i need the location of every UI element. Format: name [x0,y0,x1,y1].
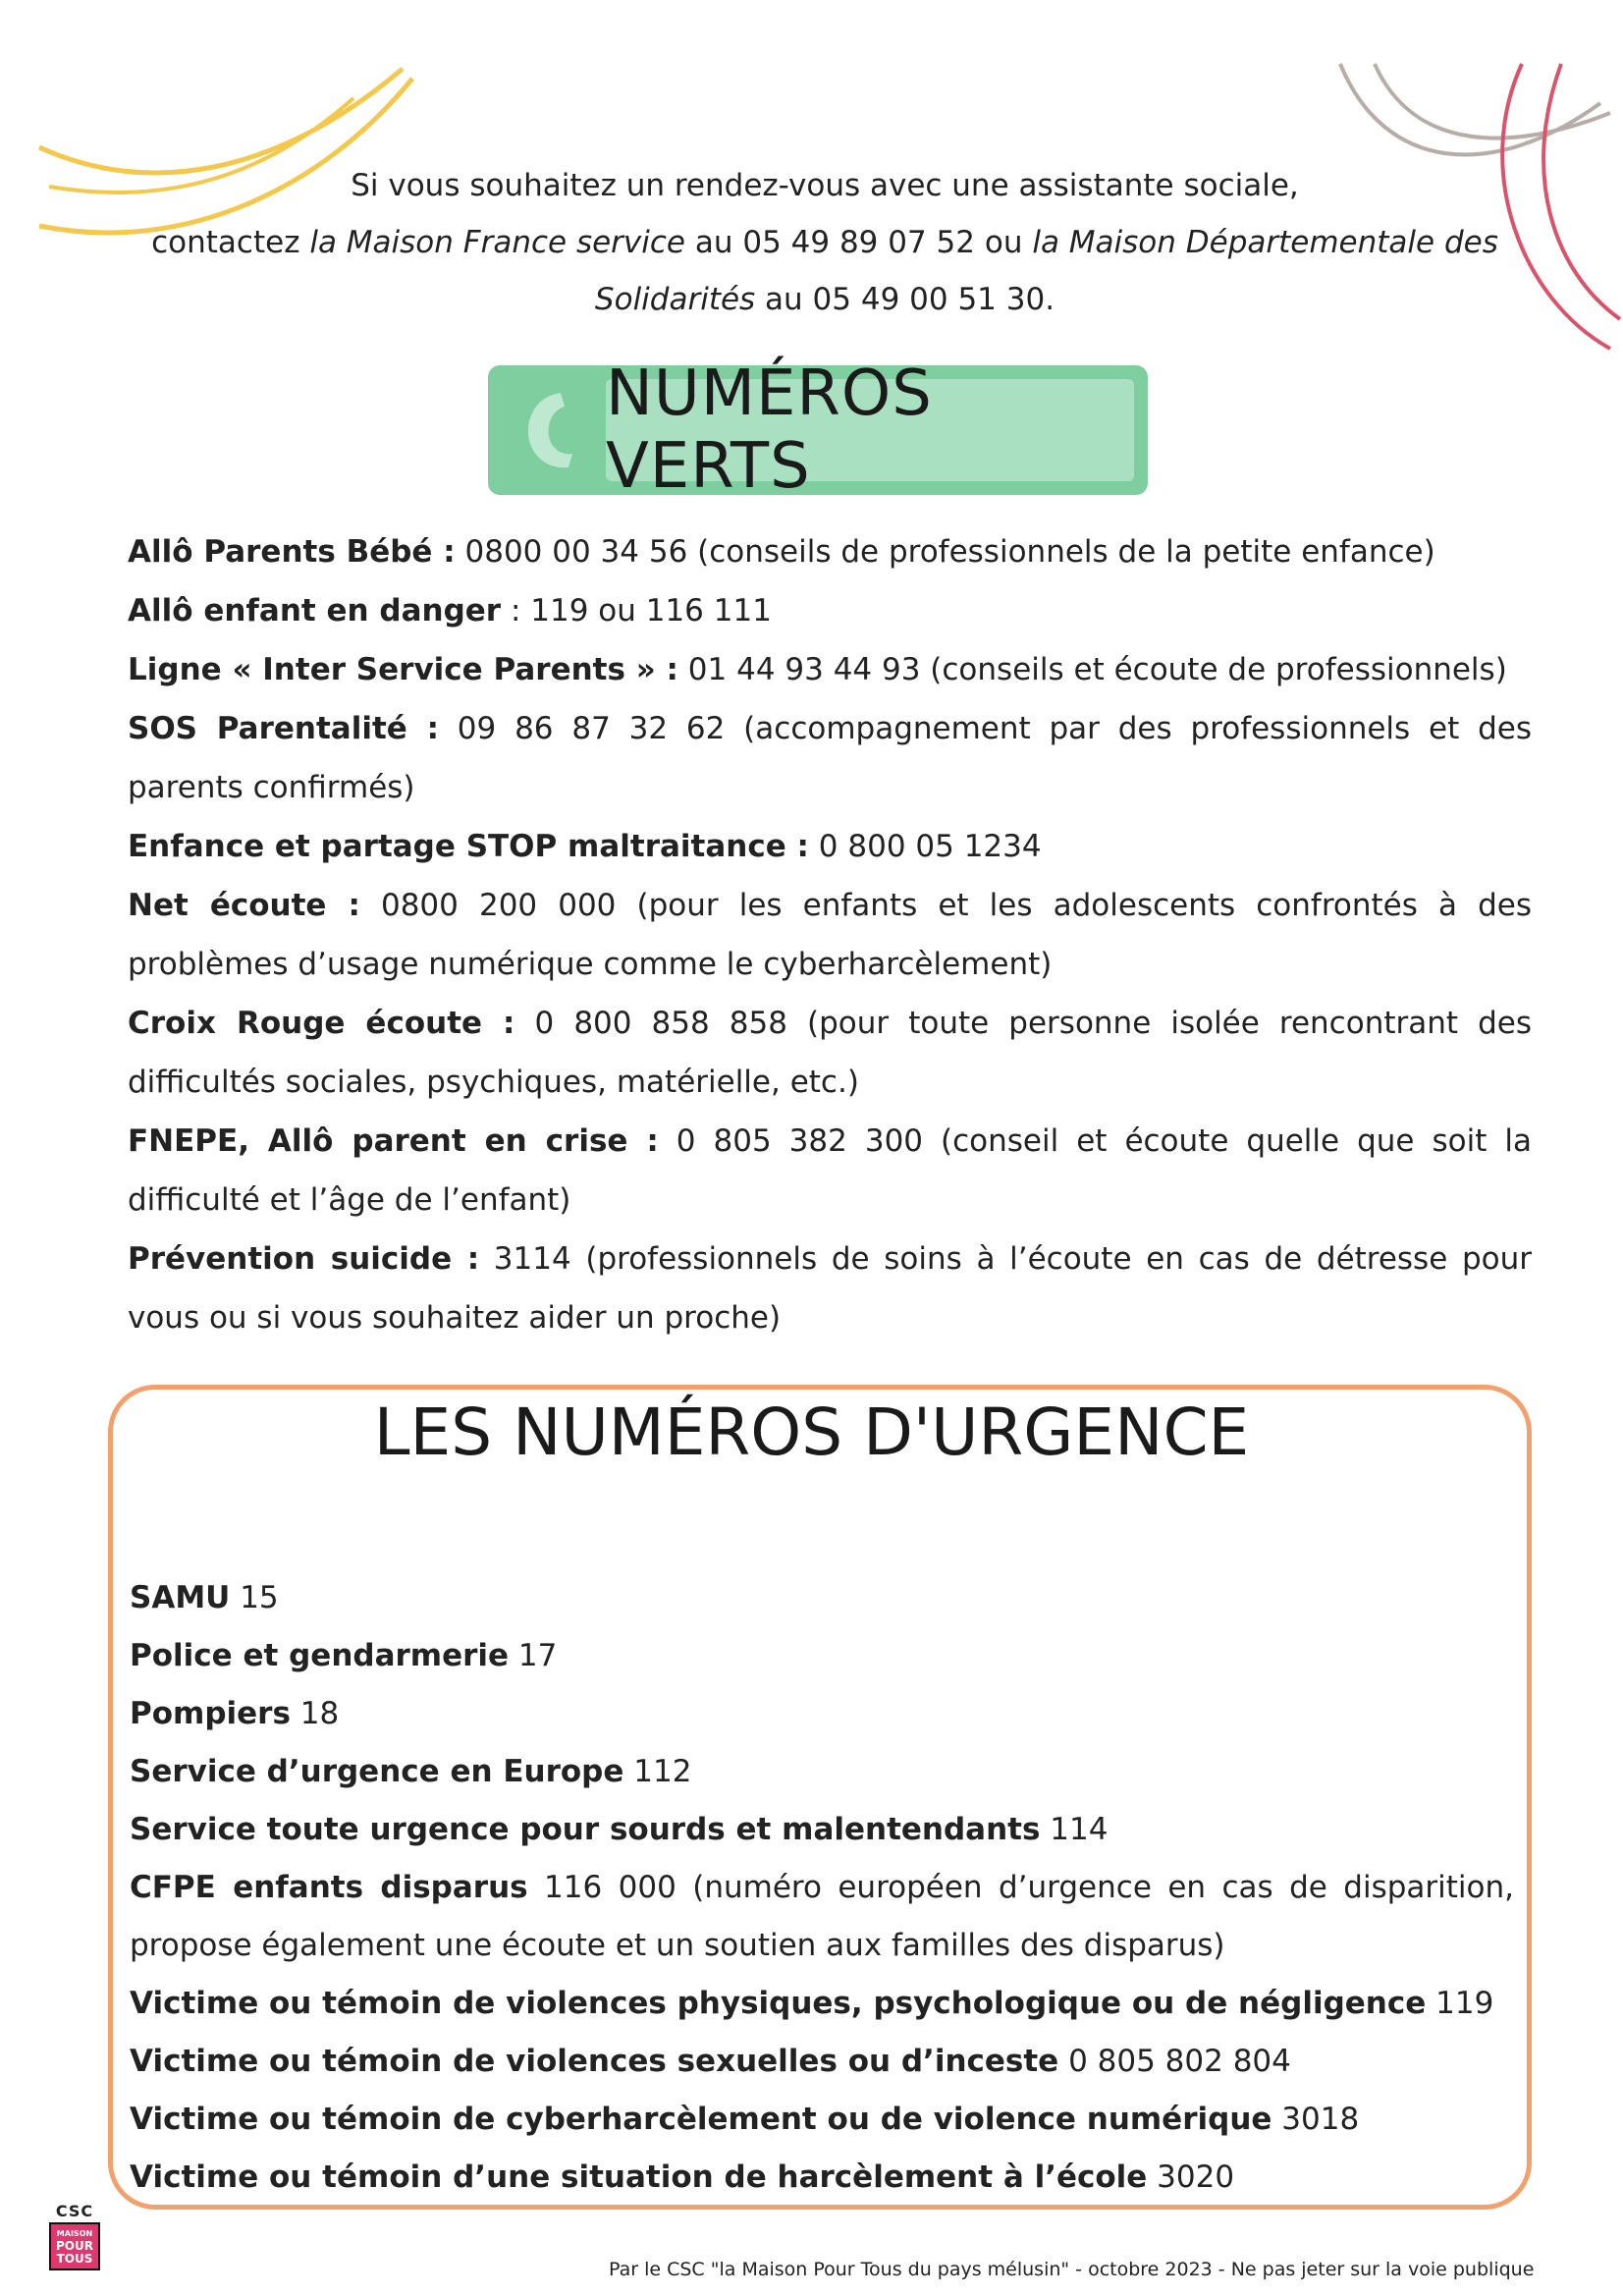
list-item [130,1569,1514,1627]
intro-text-fragment: contactez [151,225,310,260]
entry-text: 0800 00 34 56 (conseils de professionnels de la petite enfance) [455,534,1435,570]
entry-text: 0 800 858 858 (pour toute personne isolée rencontrant des difficultés sociales, psychiques, matérielle, etc.) [128,1006,1533,1100]
entry-text: 01 44 93 44 93 (conseils et écoute de professionnels) [677,652,1507,687]
entry-text: 112 [623,1754,692,1789]
list-item [128,640,1532,699]
logo-line: TOUS [56,2252,93,2266]
entry-label: Police et gendarmerie [130,1638,510,1673]
numeros-verts-list [128,522,1532,1347]
entry-text: 17 [509,1638,558,1673]
phone-icon [504,383,592,477]
logo-line: MAISON [56,2229,93,2238]
intro-line-1: Si vous souhaitez un rendez-vous avec une assistante sociale, [351,168,1299,203]
entry-label: Prévention suicide : [128,1241,480,1277]
list-item [130,1859,1514,1975]
entry-label: Allô Parents Bébé : [128,534,456,570]
entry-text: 0 805 802 804 [1058,2044,1291,2079]
logo-line: POUR [56,2239,93,2253]
numeros-verts-banner [488,357,1148,503]
entry-label: Victime ou témoin de violences physiques, psychologique ou de négligence [130,1986,1427,2021]
list-item [128,581,1532,640]
entry-label: Service d’urgence en Europe [130,1754,624,1789]
entry-label: Victime ou témoin de cyberharcèlement ou de violence numérique [130,2102,1272,2137]
intro-text-fragment: au 05 49 89 07 52 ou [685,225,1033,260]
list-item [128,876,1532,994]
entry-text: 119 [1426,1986,1494,2021]
entry-text: 0800 200 000 (pour les enfants et les adolescents confrontés à des problèmes d’usage numérique comme le cyberharcèlement) [128,888,1532,982]
list-item [130,1685,1514,1743]
list-item [130,1975,1514,2033]
urgence-list [130,1569,1514,2207]
list-item [128,817,1532,876]
entry-label: Pompiers [130,1696,291,1731]
solidarites: Solidarités [594,282,756,317]
entry-label: Croix Rouge écoute : [128,1006,515,1041]
entry-text: 0 805 382 300 (conseil et écoute quelle que soit la difficulté et l’âge de l’enfant) [128,1123,1532,1218]
entry-text: 3114 (professionnels de soins à l’écoute en cas de détresse pour vous ou si vous souhaitez aider un proche) [128,1241,1532,1336]
list-item [130,1743,1514,1801]
logo-csc-text: CSC [55,2202,94,2220]
footer-credit: Par le CSC "la Maison Pour Tous du pays mélusin" - octobre 2023 - Ne pas jeter sur la voie publique [609,2259,1535,2280]
entry-text: 15 [230,1580,279,1615]
list-item [130,2091,1514,2149]
list-item [128,522,1532,581]
entry-label: SAMU [130,1580,231,1615]
banner-title: NUMÉROS VERTS [606,357,933,503]
entry-text: 0 800 05 1234 [808,829,1042,864]
entry-label: Service toute urgence pour sourds et malentendants [130,1812,1041,1847]
list-item [130,2149,1514,2207]
entry-label: Victime ou témoin d’une situation de harcèlement à l’école [130,2159,1148,2195]
entry-label: Enfance et partage STOP maltraitance : [128,829,809,864]
entry-text: : 119 ou 116 111 [501,593,772,629]
entry-label: Net écoute : [128,888,360,923]
list-item [130,1627,1514,1685]
list-item [128,1230,1532,1347]
entry-text: 09 86 87 32 62 (accompagnement par des professionnels et des parents confirmés) [128,711,1532,805]
list-item [130,1801,1514,1859]
entry-label: Victime ou témoin de violences sexuelles ou d’inceste [130,2044,1059,2079]
intro-line-3 [147,271,1502,328]
entry-label: FNEPE, Allô parent en crise : [128,1123,659,1159]
intro-text [147,157,1502,328]
entry-text: 3018 [1271,2102,1360,2137]
urgence-title: LES NUMÉROS D'URGENCE [373,1394,1250,1470]
list-item [128,699,1532,817]
list-item [128,994,1532,1112]
entry-label: SOS Parentalité : [128,711,439,746]
entry-text: 114 [1040,1812,1109,1847]
banner-inner [606,357,1134,503]
entry-label: Ligne « Inter Service Parents » : [128,652,678,687]
maison-france-service: la Maison France service [309,225,685,260]
entry-text: 18 [290,1696,340,1731]
csc-logo [49,2202,100,2296]
logo-box [49,2222,100,2270]
entry-label: CFPE enfants disparus [130,1870,528,1905]
maison-departementale: la Maison Départementale des [1032,225,1498,260]
entry-label: Allô enfant en danger [128,593,502,629]
intro-text-fragment: au 05 49 00 51 30. [755,282,1055,317]
list-item [128,1112,1532,1230]
list-item [130,2033,1514,2091]
entry-text: 116 000 (numéro européen d’urgence en cas de disparition, propose également une écoute et un soutien aux familles des disparus) [130,1870,1514,1963]
entry-text: 3020 [1147,2159,1235,2195]
intro-line-2 [147,214,1502,271]
